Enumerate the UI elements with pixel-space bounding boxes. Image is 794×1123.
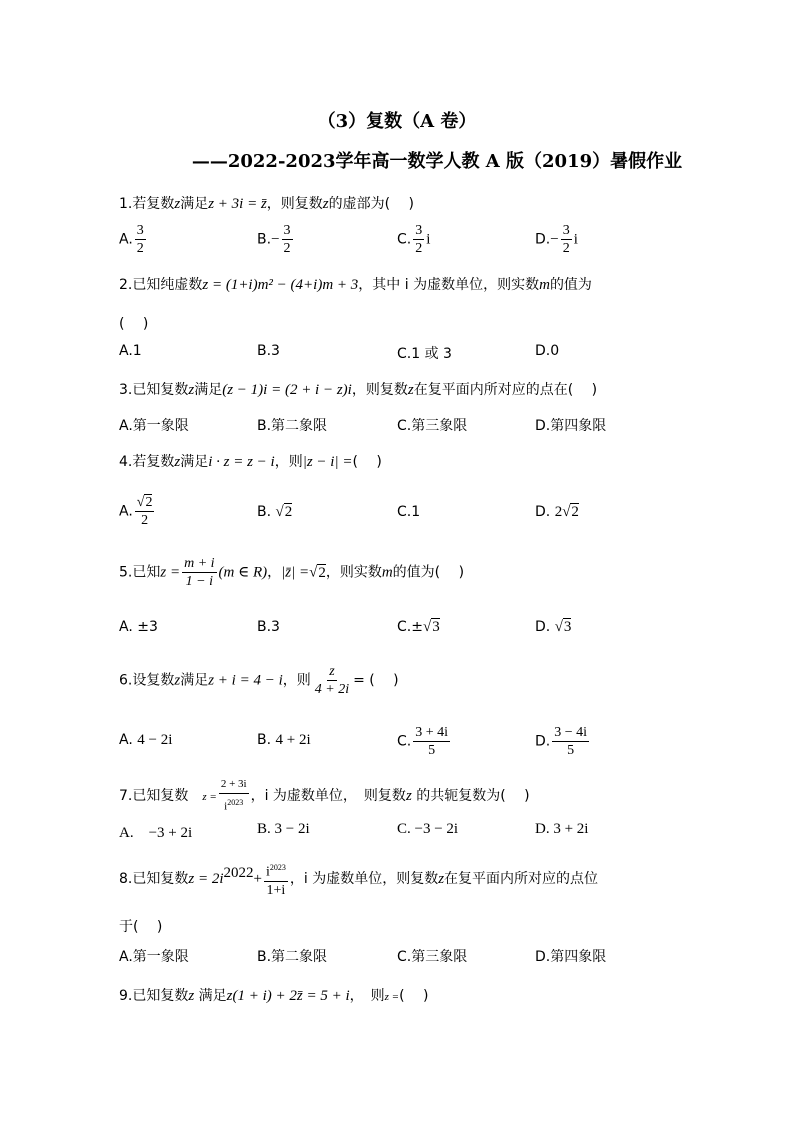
- question-8-cont: 于( ): [119, 919, 163, 935]
- option-c: C.第三象限: [397, 949, 468, 965]
- option-b: B.− $\frac{3}{2}$: [257, 223, 291, 256]
- option-b: B. 3 − 2i: [257, 821, 310, 837]
- option-b: B. √2: [257, 504, 293, 520]
- question-5-options: [119, 619, 679, 649]
- option-b: B. 4 + 2i: [257, 732, 311, 748]
- question-7: 7.已知复数 z = $\frac{2 + 3i}{i^{2023}}$ ，i 为虚数单位， 则复数z 的共轭复数为( ): [119, 778, 530, 813]
- option-c: C.1 或 3: [397, 346, 452, 362]
- option-d: D.第四象限: [535, 418, 607, 434]
- option-d: D.0: [535, 343, 560, 359]
- option-d: D. 2√2: [535, 504, 579, 520]
- option-b: B.3: [257, 343, 280, 359]
- option-d: D. 3 + 2i: [535, 821, 589, 837]
- option-d: D.第四象限: [535, 949, 607, 965]
- option-d: D.− $\frac{3}{2}$ i: [535, 223, 578, 256]
- option-d: D. √3: [535, 619, 572, 635]
- question-6: 6.设复数z满足z + i = 4 − i，则 $\frac{z}{4 + 2i}$ = ( ): [119, 664, 399, 697]
- question-5: 5.已知z = $\frac{m + i}{1 - i}$ (m ∈ R)，|z̄| =√2，则实数m的值为( ): [119, 556, 465, 589]
- option-c: C. −3 − 2i: [397, 821, 459, 837]
- option-a: A. ±3: [119, 619, 158, 635]
- question-9: 9.已知复数z 满足z(1 + i) + 2z̄ = 5 + i， 则z =( ): [119, 988, 429, 1004]
- option-c: C.±√3: [397, 619, 440, 635]
- question-2-paren: ( ): [119, 316, 149, 332]
- question-4: 4.若复数z满足i · z = z − i，则|z − i| =( ): [119, 454, 382, 470]
- question-3-options: [119, 415, 679, 445]
- option-b: B.3: [257, 619, 280, 635]
- question-2-options: [119, 343, 679, 373]
- option-a: A.第一象限: [119, 949, 189, 965]
- page-subtitle: ——2022-2023学年高一数学人教 A 版（2019）暑假作业: [191, 151, 683, 172]
- option-a: A. $\frac{3}{2}$: [119, 223, 144, 256]
- option-b: B.第二象限: [257, 949, 328, 965]
- option-a: A.第一象限: [119, 418, 189, 434]
- option-a: A.1: [119, 343, 142, 359]
- question-3: 3.已知复数z满足(z − 1)i = (2 + i − z)i，则复数z在复平面内所对应的点在( ): [119, 382, 598, 398]
- question-8: 8.已知复数$z = 2i^{2022}+$ $\frac{i^{2023}}{1+i}$ ，i 为虚数单位，则复数z在复平面内所对应的点位: [119, 859, 679, 899]
- question-2: 2.已知纯虚数z = (1+i)m² − (4+i)m + 3，其中 i 为虚数单位，则实数m的值为: [119, 277, 592, 293]
- question-4-options: [119, 494, 679, 538]
- option-c: C.1: [397, 504, 421, 520]
- option-a: A. $\frac{√2}{2}$: [119, 495, 153, 528]
- option-b: B.第二象限: [257, 418, 328, 434]
- question-8-options: [119, 946, 679, 976]
- question-1: 1.若复数z满足z + 3i = z̄，则复数z的虚部为( ): [119, 196, 415, 212]
- question-7-options: [119, 821, 679, 851]
- option-d: D. $\frac{3 - 4i}{5}$: [535, 725, 588, 758]
- option-c: C. $\frac{3}{2}$ i: [397, 223, 431, 256]
- question-6-options: [119, 724, 679, 764]
- option-c: C.第三象限: [397, 418, 468, 434]
- option-a: A. 4 − 2i: [119, 732, 173, 748]
- page-title: （3）复数（A 卷）: [317, 111, 477, 132]
- question-1-options: [119, 222, 679, 256]
- option-c: C. $\frac{3 + 4i}{5}$: [397, 725, 449, 758]
- option-a: A. −3 + 2i: [119, 825, 193, 841]
